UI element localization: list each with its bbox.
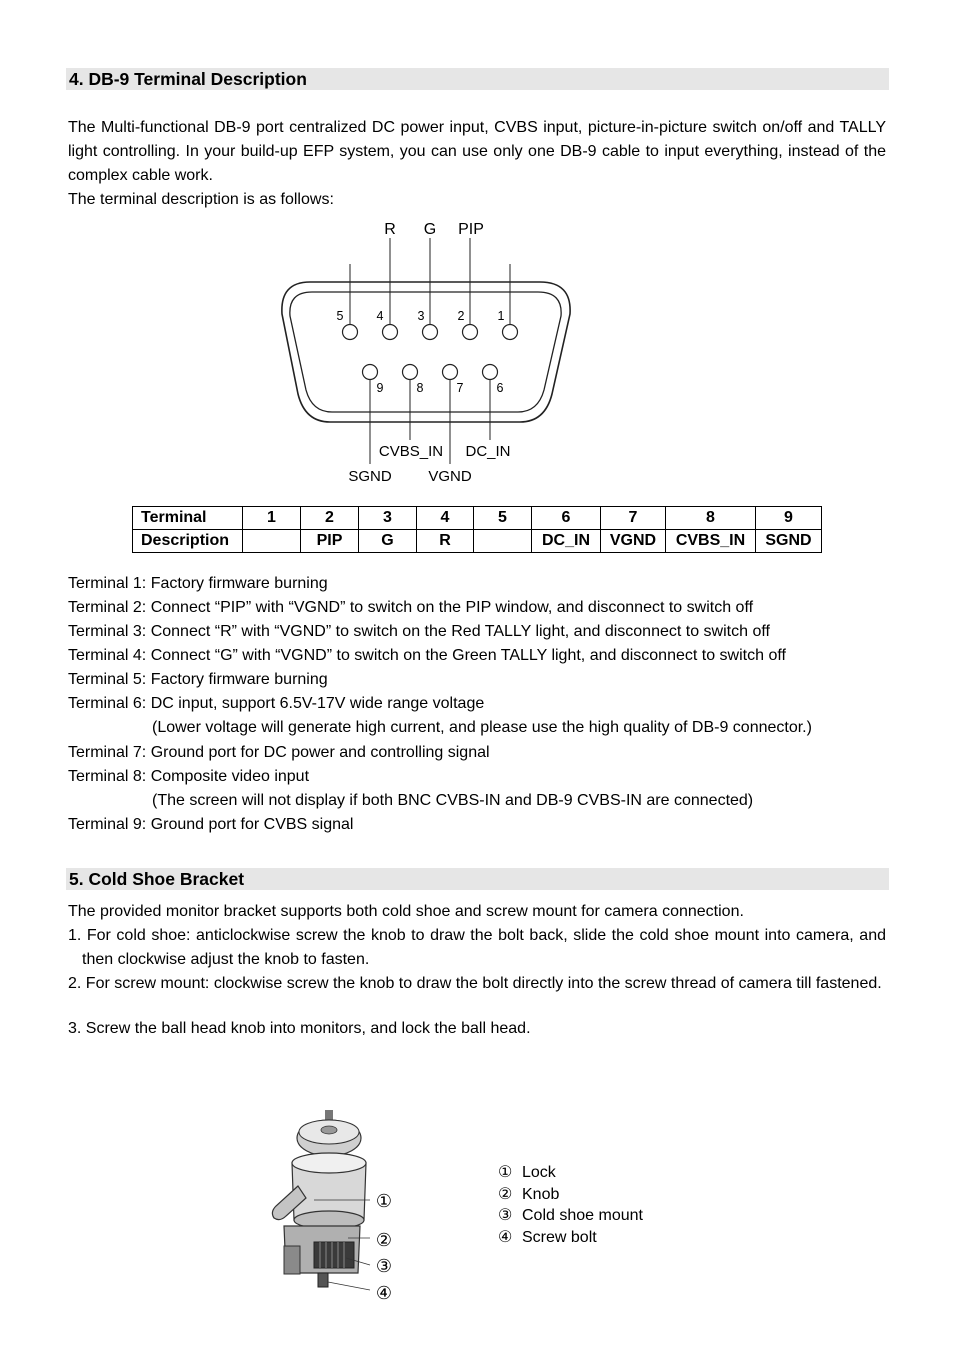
bracket-legend	[498, 1162, 643, 1248]
table-cell: G	[359, 530, 417, 553]
table-cell: DC_IN	[532, 530, 601, 553]
table-header-terminal: Terminal	[133, 507, 243, 530]
pin-7	[443, 365, 458, 380]
callout-3: ③	[375, 1256, 393, 1276]
legend-number: ②	[498, 1185, 513, 1203]
pin-4	[383, 325, 398, 340]
table-cell: 8	[666, 507, 756, 530]
table-cell: 4	[417, 507, 474, 530]
pin-3	[423, 325, 438, 340]
legend-label: Cold shoe mount	[522, 1207, 643, 1224]
section-5-heading: 5. Cold Shoe Bracket	[66, 868, 889, 890]
table-cell: 6	[532, 507, 601, 530]
pin-5	[343, 325, 358, 340]
table-cell	[474, 530, 532, 553]
legend-item	[498, 1205, 643, 1227]
section-4-intro: The Multi-functional DB-9 port centralized DC power input, CVBS input, picture-in-picture switch on/off and TALLY light controlling. In your build-up EFP system, you can use only one DB-9 cable to input everything, instead of the complex cable work.	[68, 119, 886, 184]
table-cell	[243, 530, 301, 553]
table-cell: PIP	[301, 530, 359, 553]
callout-2: ②	[375, 1230, 393, 1250]
terminal-note-3: Terminal 3: Connect “R” with “VGND” to switch on the Red TALLY light, and disconnect to switch off	[68, 623, 770, 640]
pin-8	[403, 365, 418, 380]
table-cell: R	[417, 530, 474, 553]
table-row	[133, 530, 822, 553]
pin-1	[503, 325, 518, 340]
cold-shoe-plate	[284, 1246, 300, 1274]
terminal-note-1: Terminal 1: Factory firmware burning	[68, 575, 328, 592]
callout-1: ①	[375, 1191, 393, 1211]
table-row	[133, 507, 822, 530]
section-5-step-3: 3. Screw the ball head knob into monitors, and lock the ball head.	[68, 1020, 531, 1037]
callout-4: ④	[375, 1283, 393, 1303]
section-4-heading: 4. DB-9 Terminal Description	[66, 68, 889, 90]
table-cell: SGND	[756, 530, 822, 553]
connector-inner-shell	[290, 292, 561, 412]
terminal-note-7: Terminal 7: Ground port for DC power and controlling signal	[68, 744, 490, 761]
terminal-note-8-detail: (The screen will not display if both BNC CVBS-IN and DB-9 CVBS-IN are connected)	[152, 792, 754, 809]
screw-bolt	[318, 1273, 328, 1287]
label-vgnd: VGND	[428, 468, 472, 485]
legend-number: ④	[498, 1228, 513, 1246]
bracket-body-top	[292, 1153, 366, 1173]
pin-number-4: 4	[376, 309, 384, 323]
label-sgnd: SGND	[348, 468, 392, 485]
table-cell: VGND	[601, 530, 666, 553]
pin-9	[363, 365, 378, 380]
pin-6	[483, 365, 498, 380]
legend-number: ①	[498, 1164, 513, 1181]
pin-number-2: 2	[457, 309, 465, 323]
table-cell: 5	[474, 507, 532, 530]
pin-number-1: 1	[497, 309, 505, 323]
pin-number-6: 6	[496, 381, 504, 395]
pin-number-5: 5	[336, 309, 344, 323]
table-cell: 3	[359, 507, 417, 530]
section-5-step-2: 2. For screw mount: clockwise screw the knob to draw the bolt directly into the screw thread of camera till fastened.	[68, 975, 882, 992]
table-cell: CVBS_IN	[666, 530, 756, 553]
legend-label: Knob	[522, 1185, 560, 1203]
label-pip: PIP	[458, 221, 484, 238]
table-cell: 9	[756, 507, 822, 530]
pin-number-9: 9	[376, 381, 384, 395]
terminal-note-9: Terminal 9: Ground port for CVBS signal	[68, 816, 354, 833]
table-header-description: Description	[133, 530, 243, 553]
legend-label: Lock	[522, 1164, 556, 1181]
label-dc-in: DC_IN	[465, 443, 511, 460]
terminal-note-5: Terminal 5: Factory firmware burning	[68, 671, 328, 688]
section-5-step-1: 1. For cold shoe: anticlockwise screw the knob to draw the bolt back, slide the cold shoe mount into camera, and then clockwise adjust the knob to fasten.	[68, 927, 886, 968]
connector-outer-shell	[282, 282, 570, 422]
terminal-note-2: Terminal 2: Connect “PIP” with “VGND” to switch on the PIP window, and disconnect to switch off	[68, 599, 754, 616]
callout-line-4	[328, 1282, 370, 1290]
terminal-note-6-detail: (Lower voltage will generate high current, and please use the high quality of DB-9 connector.)	[152, 719, 812, 736]
pin-number-3: 3	[417, 309, 425, 323]
legend-item	[498, 1227, 643, 1249]
legend-item	[498, 1184, 643, 1206]
terminal-note-8: Terminal 8: Composite video input	[68, 768, 310, 785]
legend-number: ③	[498, 1207, 513, 1224]
pin-number-7: 7	[456, 381, 464, 395]
terminal-note-6: Terminal 6: DC input, support 6.5V-17V wide range voltage	[68, 695, 485, 712]
terminal-table	[132, 506, 822, 553]
label-r: R	[384, 221, 396, 238]
pin-number-8: 8	[416, 381, 424, 395]
ball-head-bracket-illustration	[262, 1108, 412, 1308]
pin-2	[463, 325, 478, 340]
section-4-intro-2: The terminal description is as follows:	[68, 191, 334, 208]
table-cell: 2	[301, 507, 359, 530]
legend-label: Screw bolt	[522, 1228, 597, 1246]
label-cvbs-in: CVBS_IN	[378, 443, 444, 460]
label-g: G	[423, 221, 437, 238]
ball-head-center	[321, 1126, 337, 1134]
section-5-intro: The provided monitor bracket supports both cold shoe and screw mount for camera connection.	[68, 903, 744, 920]
db9-connector-diagram	[280, 212, 580, 492]
legend-item	[498, 1162, 643, 1184]
terminal-note-4: Terminal 4: Connect “G” with “VGND” to switch on the Green TALLY light, and disconnect to switch off	[68, 647, 786, 664]
table-cell: 1	[243, 507, 301, 530]
table-cell: 7	[601, 507, 666, 530]
